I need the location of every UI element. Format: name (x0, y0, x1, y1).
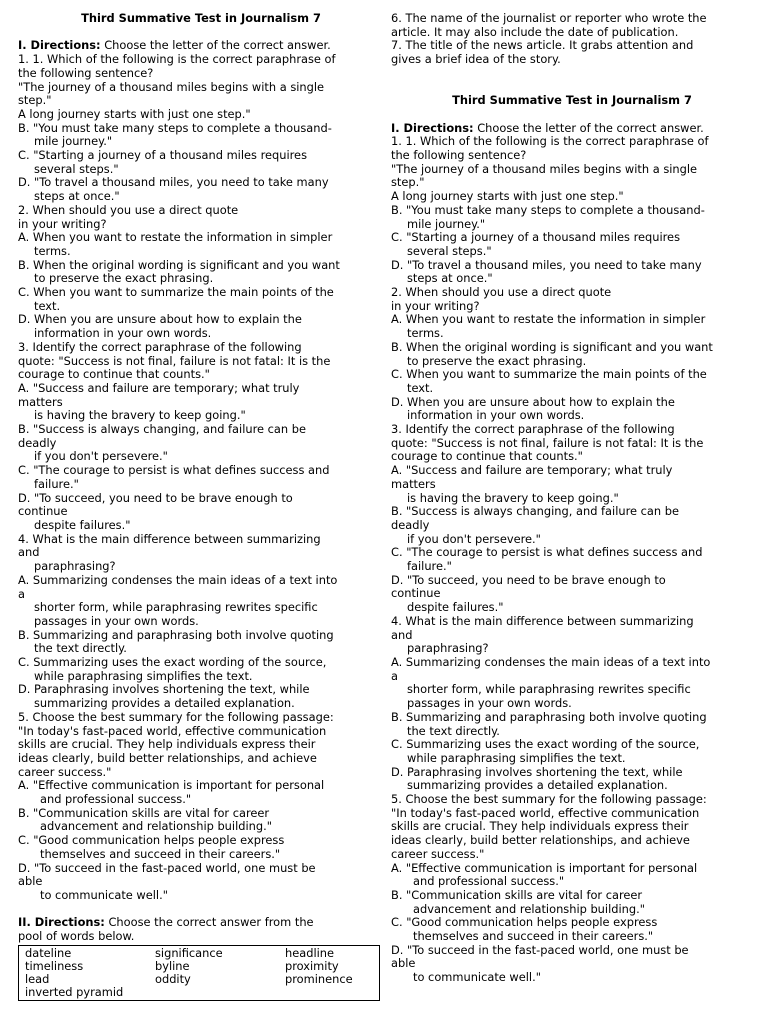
text-line: in your writing? (391, 298, 480, 313)
text-line: if you don't persevere." (34, 449, 168, 464)
test-title: Third Summative Test in Journalism 7 (452, 93, 692, 108)
text-line: C. Summarizing uses the exact wording of the source, (391, 737, 700, 752)
text-line: gives a brief idea of the story. (391, 52, 561, 67)
question-lines (391, 135, 753, 985)
text-line: despite failures." (407, 600, 504, 615)
text-line: C. "The courage to persist is what defines success and (391, 545, 703, 560)
matching-items (391, 12, 753, 67)
text-line: matters (18, 394, 63, 409)
text-line: several steps." (34, 161, 119, 176)
text-line: B. "Success is always changing, and failure can be (18, 422, 306, 437)
text-line: text. (407, 380, 434, 395)
text-line: A. "Success and failure are temporary; what truly (18, 380, 300, 395)
pool-word: lead (25, 971, 50, 986)
text-line: "In today's fast-paced world, effective communication (391, 805, 700, 820)
text-line: B. "Communication skills are vital for career (18, 805, 270, 820)
pool-word: dateline (25, 945, 72, 960)
text-line: text. (34, 298, 61, 313)
spacer (391, 67, 753, 81)
text-line: terms. (34, 243, 71, 258)
text-line: A. Summarizing condenses the main ideas of a text into (18, 572, 338, 587)
text-line: information in your own words. (407, 408, 585, 423)
text-line: step." (18, 93, 52, 108)
text-line: D. "To travel a thousand miles, you need to take many (391, 257, 702, 272)
text-line: D. "To travel a thousand miles, you need to take many (18, 175, 329, 190)
text-line: 3. Identify the correct paraphrase of the following (18, 339, 302, 354)
spacer (18, 26, 384, 40)
text-line: C. "Good communication helps people express (391, 915, 658, 930)
text-line: deadly (18, 435, 57, 450)
text-line: is having the bravery to keep going." (34, 408, 246, 423)
text-line: "In today's fast-paced world, effective communication (18, 723, 327, 738)
text-line: the text directly. (407, 723, 500, 738)
text-line: C. When you want to summarize the main points of the (391, 367, 707, 382)
text-line: D. Paraphrasing involves shortening the text, while (18, 682, 310, 697)
text-line: B. "You must take many steps to complete a thousand- (18, 120, 332, 135)
text-line: A. Summarizing condenses the main ideas of a text into (391, 655, 711, 669)
text-line: ideas clearly, build better relationships, and achieve (391, 833, 690, 848)
text-line: summarizing provides a detailed explanation. (407, 778, 668, 793)
pool-word: significance (155, 945, 223, 960)
word-pool-box (18, 945, 380, 1001)
text-line: 7. The title of the news article. It grabs attention and (391, 38, 694, 53)
text-line: A. "Effective communication is important for personal (391, 860, 698, 875)
text-line: despite failures." (34, 518, 131, 532)
text-line: C. "Starting a journey of a thousand miles requires (391, 230, 680, 245)
text-line: 1. 1. Which of the following is the correct paraphrase of (18, 52, 336, 67)
text-line: 5. Choose the best summary for the following passage: (391, 792, 707, 807)
text-line: 4. What is the main difference between summarizing (18, 531, 321, 546)
text-line: A. When you want to restate the information in simpler (391, 312, 706, 327)
pool-word: headline (285, 945, 334, 960)
text-line: C. "The courage to persist is what defines success and (18, 463, 330, 478)
text-line: shorter form, while paraphrasing rewrites specific (34, 600, 318, 615)
text-line: to communicate well." (40, 887, 168, 902)
text-line: C. "Good communication helps people express (18, 833, 285, 848)
text-line: able (18, 874, 43, 889)
text-line: D. "To succeed, you need to be brave enough to (391, 572, 666, 587)
text-line: B. Summarizing and paraphrasing both involve quoting (18, 627, 334, 642)
text-line: C. "Starting a journey of a thousand miles requires (18, 148, 307, 163)
text-line: information in your own words. (34, 326, 212, 341)
text-line: paraphrasing? (34, 559, 116, 574)
text-line: in your writing? (18, 216, 107, 231)
text-line: to communicate well." (413, 970, 541, 985)
text-line: A. "Effective communication is important for personal (18, 778, 325, 793)
text-line: to preserve the exact phrasing. (34, 271, 214, 286)
text-line: steps at once." (407, 271, 493, 286)
text-line: B. Summarizing and paraphrasing both involve quoting (391, 709, 707, 724)
pool-word: proximity (285, 958, 339, 973)
text-line: deadly (391, 517, 430, 532)
text-line: several steps." (407, 243, 492, 258)
directions-1 (18, 39, 384, 53)
text-line: A. "Success and failure are temporary; what truly (391, 463, 673, 478)
text-line: A long journey starts with just one step." (18, 106, 251, 121)
text-line: 1. 1. Which of the following is the correct paraphrase of (391, 134, 709, 149)
directions-text: Choose the letter of the correct answer. (473, 120, 704, 135)
text-line: step." (391, 175, 425, 190)
text-line: "The journey of a thousand miles begins with a single (18, 79, 325, 94)
text-line: career success." (18, 764, 112, 779)
text-line: passages in your own words. (34, 613, 199, 628)
pool-word: timeliness (25, 958, 84, 973)
directions-1 (391, 122, 753, 136)
text-line: shorter form, while paraphrasing rewrites specific (407, 682, 691, 697)
text-line: terms. (407, 326, 444, 341)
text-line: C. Summarizing uses the exact wording of the source, (18, 655, 327, 670)
text-line: D. "To succeed in the fast-paced world, one must be (391, 942, 689, 957)
text-line: D. When you are unsure about how to explain the (391, 394, 675, 409)
left-column (18, 12, 384, 1001)
text-line: 4. What is the main difference between summarizing (391, 613, 694, 628)
text-line: career success." (391, 846, 485, 861)
directions-label: II. Directions: (18, 915, 105, 930)
text-line: and professional success." (40, 792, 192, 807)
text-line: a (391, 668, 398, 683)
text-line: B. When the original wording is significant and you want (391, 339, 713, 354)
text-line: themselves and succeed in their careers." (40, 846, 281, 861)
text-line: D. Paraphrasing involves shortening the text, while (391, 764, 683, 779)
text-line: quote: "Success is not final, failure is not fatal: It is the (18, 353, 331, 368)
text-line: D. When you are unsure about how to explain the (18, 312, 302, 327)
text-line: D. "To succeed, you need to be brave enough to (18, 490, 293, 505)
text-line: B. "You must take many steps to complete a thousand- (391, 202, 705, 217)
text-line: while paraphrasing simplifies the text. (34, 668, 253, 683)
text-line: quote: "Success is not final, failure is not fatal: It is the (391, 435, 704, 450)
text-line: steps at once." (34, 189, 120, 204)
text-line: ideas clearly, build better relationships, and achieve (18, 750, 317, 765)
directions-2 (18, 916, 384, 930)
spacer (391, 81, 753, 95)
question-lines (18, 53, 384, 903)
text-line: and professional success." (413, 874, 565, 889)
pool-word: inverted pyramid (25, 984, 124, 999)
right-column (391, 12, 753, 985)
text-line: skills are crucial. They help individuals express their (18, 737, 316, 752)
text-line: passages in your own words. (407, 696, 572, 711)
text-line: continue (18, 504, 68, 519)
spacer (18, 903, 384, 917)
text-line: failure." (407, 559, 452, 574)
text-line: 5. Choose the best summary for the following passage: (18, 709, 334, 724)
text-line: matters (391, 476, 436, 491)
text-line: article. It may also include the date of publication. (391, 24, 679, 39)
directions-text: Choose the correct answer from the (104, 915, 314, 930)
spacer (391, 108, 753, 122)
text-line: A. When you want to restate the information in simpler (18, 230, 333, 245)
text-line: B. "Communication skills are vital for career (391, 887, 643, 902)
text-line: B. "Success is always changing, and failure can be (391, 504, 679, 519)
text-line: advancement and relationship building." (40, 819, 272, 834)
text-line: able (391, 956, 416, 971)
text-line: 3. Identify the correct paraphrase of the following (391, 422, 675, 437)
text-line: skills are crucial. They help individuals express their (391, 819, 689, 834)
text-line: mile journey." (34, 134, 113, 149)
directions-label: I. Directions: (18, 38, 101, 53)
text-line: advancement and relationship building." (413, 901, 645, 916)
text-line: C. When you want to summarize the main points of the (18, 285, 334, 300)
text-line: while paraphrasing simplifies the text. (407, 750, 626, 765)
text-line: to preserve the exact phrasing. (407, 353, 587, 368)
directions-2-cont: pool of words below. (18, 929, 135, 944)
directions-label: I. Directions: (391, 120, 474, 135)
text-line: D. "To succeed in the fast-paced world, one must be (18, 860, 316, 875)
text-line: A long journey starts with just one step." (391, 189, 624, 204)
text-line: 6. The name of the journalist or reporter who wrote the (391, 11, 707, 25)
text-line: "The journey of a thousand miles begins with a single (391, 161, 698, 176)
text-line: continue (391, 586, 441, 601)
text-line: a (18, 586, 25, 601)
text-line: failure." (34, 476, 79, 491)
text-line: courage to continue that counts." (18, 367, 210, 382)
text-line: the text directly. (34, 641, 127, 656)
text-line: is having the bravery to keep going." (407, 490, 619, 505)
pool-word: prominence (285, 971, 353, 986)
text-line: themselves and succeed in their careers." (413, 929, 654, 944)
pool-word: byline (155, 958, 190, 973)
text-line: 2. When should you use a direct quote (391, 285, 612, 300)
text-line: and (391, 627, 413, 642)
text-line: if you don't persevere." (407, 531, 541, 546)
text-line: 2. When should you use a direct quote (18, 202, 239, 217)
text-line: the following sentence? (18, 65, 154, 80)
directions-text: Choose the letter of the correct answer. (100, 38, 331, 53)
text-line: the following sentence? (391, 147, 527, 162)
text-line: courage to continue that counts." (391, 449, 583, 464)
text-line: summarizing provides a detailed explanation. (34, 696, 295, 711)
text-line: and (18, 545, 40, 560)
text-line: B. When the original wording is significant and you want (18, 257, 340, 272)
test-title: Third Summative Test in Journalism 7 (81, 11, 321, 25)
pool-word: oddity (155, 971, 191, 986)
text-line: paraphrasing? (407, 641, 489, 656)
text-line: mile journey." (407, 216, 486, 231)
